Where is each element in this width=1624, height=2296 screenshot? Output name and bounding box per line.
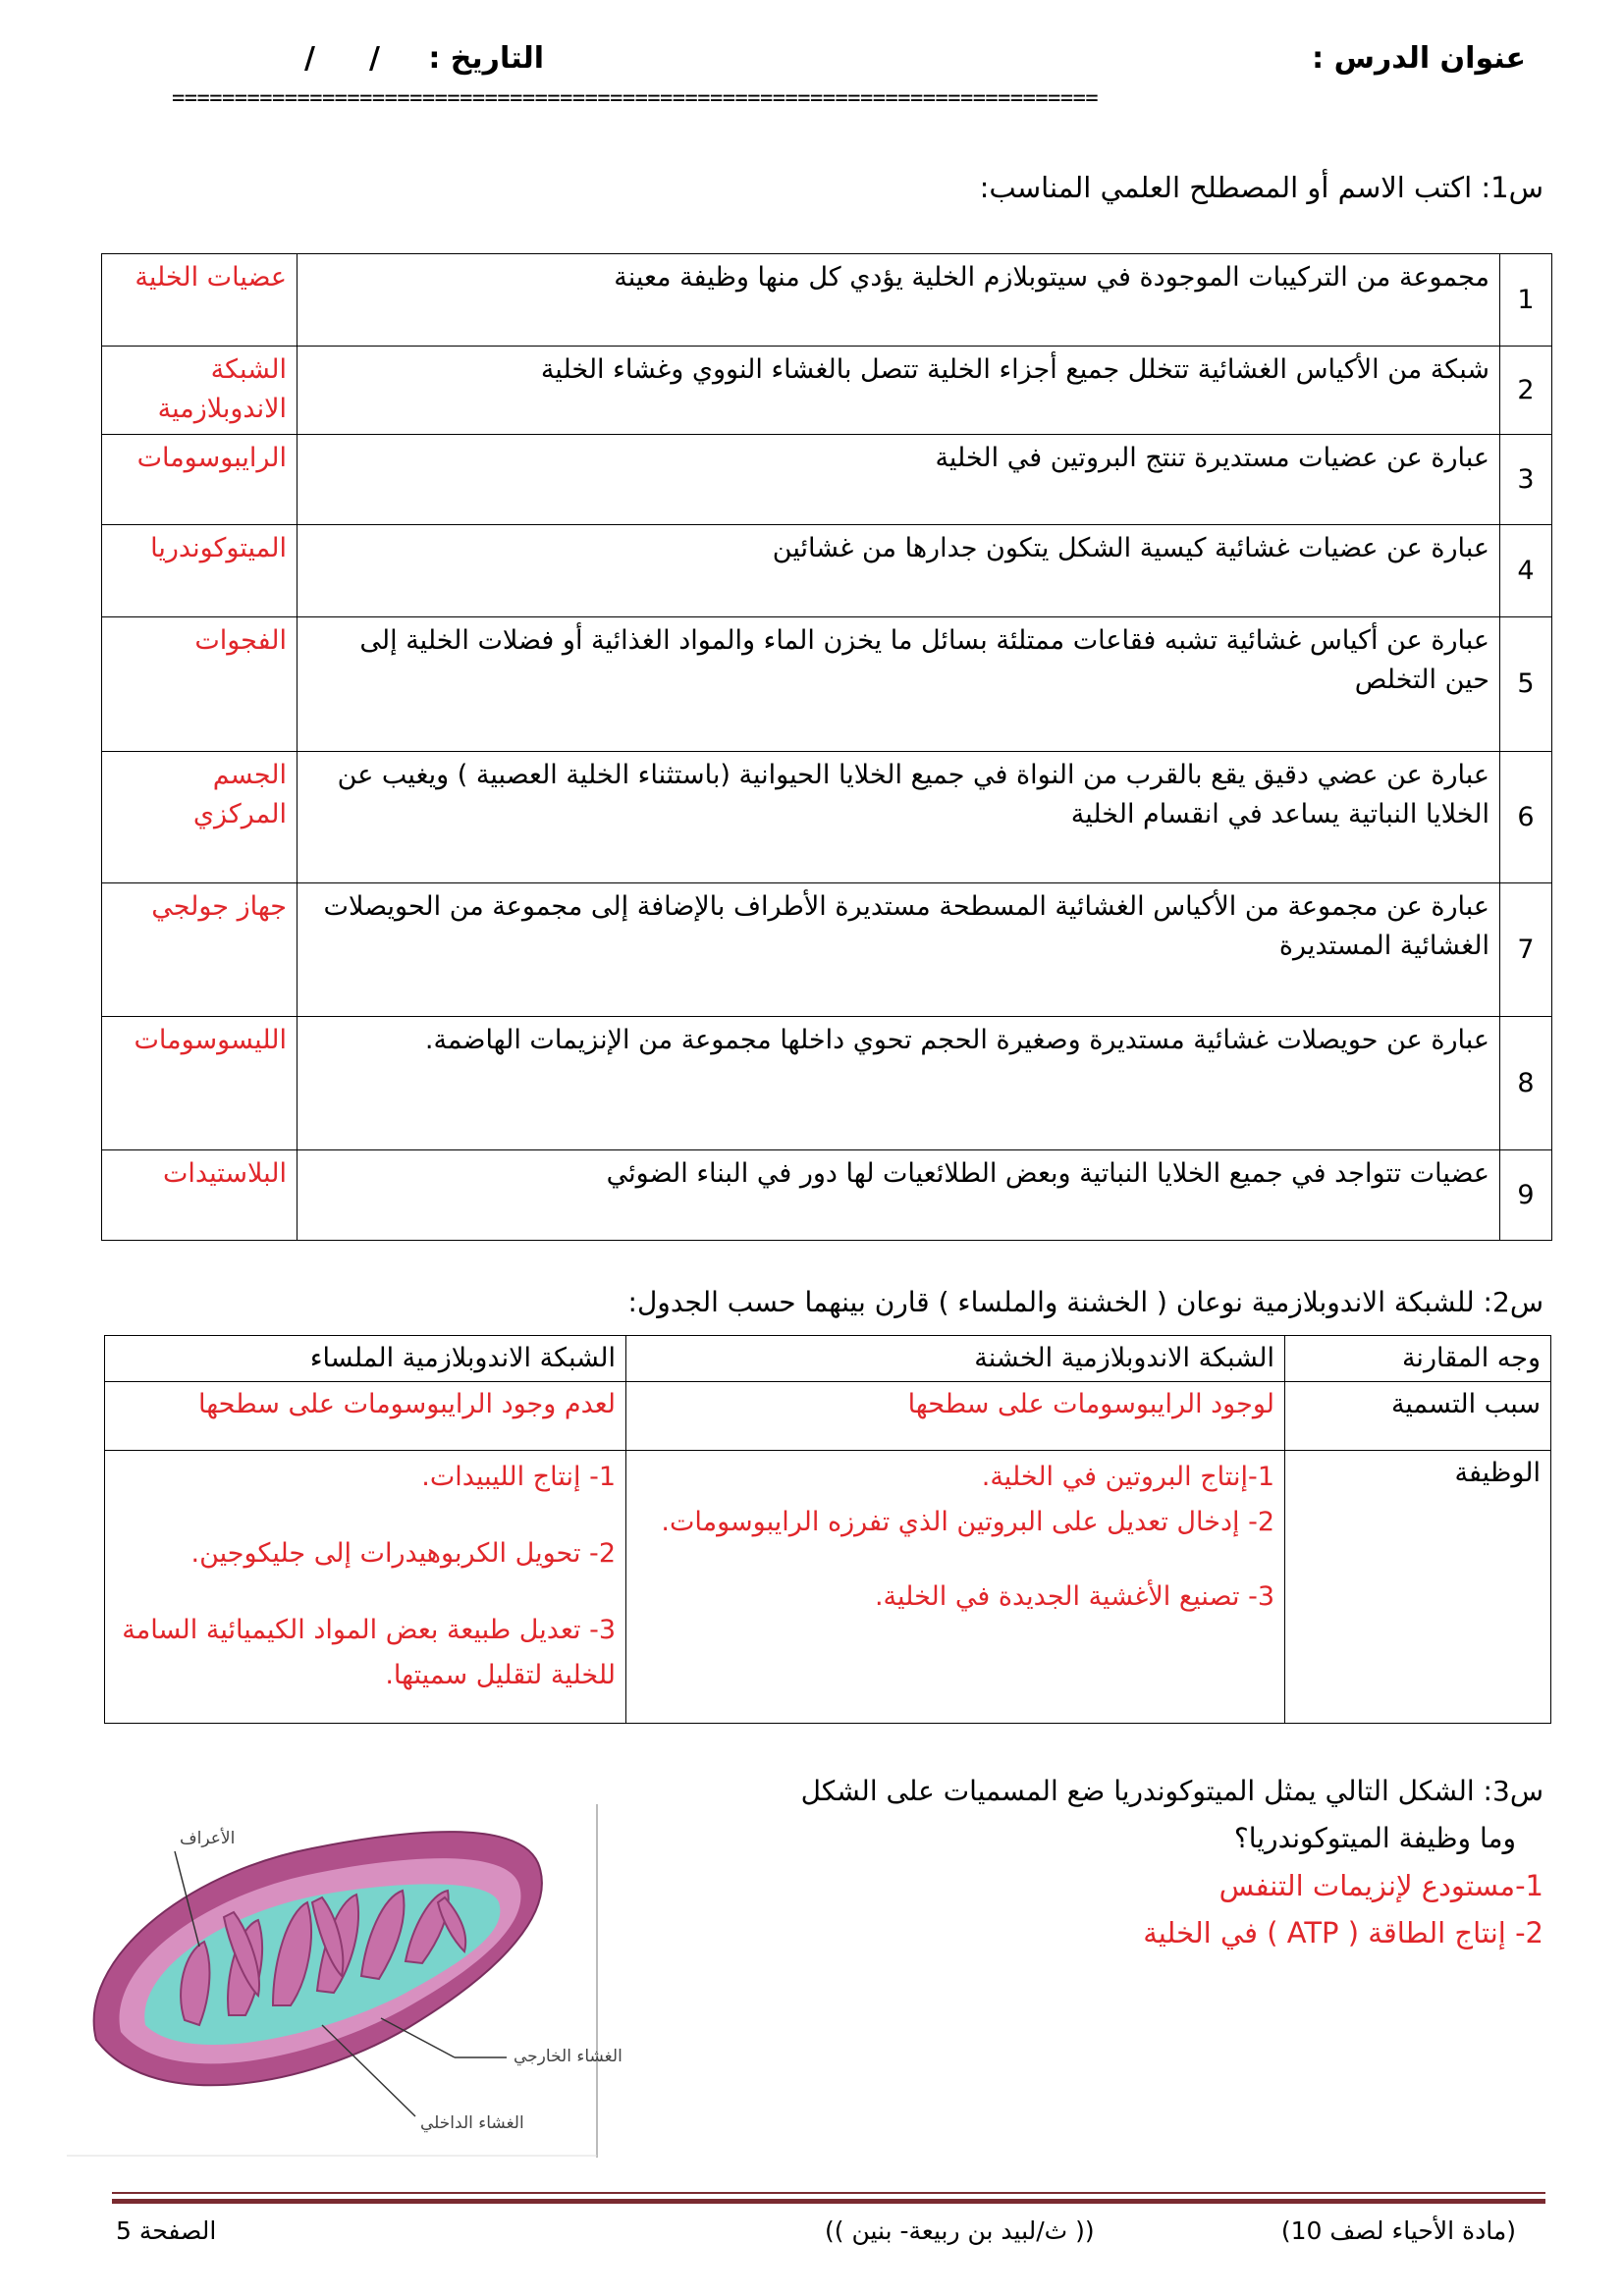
answer-cell: جهاز جولجي [102, 883, 298, 1017]
answer-cell: الميتوكوندريا [102, 525, 298, 617]
header-aspect: وجه المقارنة [1285, 1336, 1551, 1382]
answer-cell: الليسوسومات [102, 1017, 298, 1150]
list-item: 1-إنتاج البروتين في الخلية. [981, 1462, 1274, 1492]
table-row [105, 1451, 1551, 1724]
row-number: 5 [1500, 617, 1552, 752]
row-number: 8 [1500, 1017, 1552, 1150]
q3-question: وما وظيفة الميتوكوندريا؟ [1233, 1822, 1516, 1854]
table-row [102, 525, 1552, 617]
table-row [102, 347, 1552, 435]
naming-smooth: لعدم وجود الرايبوسومات على سطحها [105, 1382, 626, 1451]
table-row [105, 1382, 1551, 1451]
answer-cell: عضيات الخلية [102, 254, 298, 347]
answer-cell: الفجوات [102, 617, 298, 752]
date-slash: / [369, 41, 380, 76]
header-smooth: الشبكة الاندوبلازمية الملساء [105, 1336, 626, 1382]
label-inner-membrane: الغشاء الداخلي [420, 2113, 524, 2133]
table-row [102, 752, 1552, 883]
row-number: 3 [1500, 435, 1552, 525]
row-number: 7 [1500, 883, 1552, 1017]
q3-answer-1: 1-مستودع لإنزيمات التنفس [1218, 1869, 1543, 1902]
table-row [105, 1336, 1551, 1382]
footer-rule [112, 2192, 1545, 2194]
table-row [102, 1150, 1552, 1241]
answer-cell: الجسم المركزي [102, 752, 298, 883]
definition-cell: مجموعة من التركيبات الموجودة في سيتوبلازم الخلية يؤدي كل منها وظيفة معينة [298, 254, 1500, 347]
definition-cell: عضيات تتواجد في جميع الخلايا النباتية وبعض الطلائعيات لها دور في البناء الضوئي [298, 1150, 1500, 1241]
definition-cell: عبارة عن مجموعة من الأكياس الغشائية المسطحة مستديرة الأطراف بالإضافة إلى مجموعة من الحويصلات الغشائية المستديرة [298, 883, 1500, 1017]
footer-subject: (مادة الأحياء لصف 10) [1280, 2216, 1516, 2245]
answer-cell: الرايبوسومات [102, 435, 298, 525]
footer-page-number: الصفحة 5 [116, 2216, 217, 2245]
list-item: 3- تعديل طبيعة بعض المواد الكيميائية السامة للخلية لتقليل سميتها. [122, 1615, 616, 1690]
row-number: 2 [1500, 347, 1552, 435]
naming-label: سبب التسمية [1285, 1382, 1551, 1451]
table-row [102, 254, 1552, 347]
q3-title: س3: الشكل التالي يمثل الميتوكوندريا ضع المسميات على الشكل [800, 1775, 1543, 1807]
label-cristae: الأعراف [180, 1829, 236, 1848]
q1-title: س1: اكتب الاسم أو المصطلح العلمي المناسب: [979, 171, 1543, 204]
definition-cell: عبارة عن عضيات مستديرة تنتج البروتين في الخلية [298, 435, 1500, 525]
footer-rule [112, 2199, 1545, 2204]
row-number: 9 [1500, 1150, 1552, 1241]
answer-cell: الشبكة الاندوبلازمية [102, 347, 298, 435]
q1-table [101, 253, 1552, 1241]
date-label: التاريخ : [428, 41, 544, 76]
q2-comparison-table [104, 1335, 1551, 1724]
function-label: الوظيفة [1285, 1451, 1551, 1724]
answer-cell: البلاستيدات [102, 1150, 298, 1241]
row-number: 1 [1500, 254, 1552, 347]
list-item: 2- تحويل الكربوهيدرات إلى جليكوجين. [190, 1538, 616, 1569]
q3-answer-2: 2- إنتاج الطاقة ( ATP ) في الخلية [1143, 1916, 1543, 1949]
table-row [102, 617, 1552, 752]
header-rough: الشبكة الاندوبلازمية الخشنة [626, 1336, 1285, 1382]
table-row [102, 1017, 1552, 1150]
label-outer-membrane: الغشاء الخارجي [514, 2047, 623, 2066]
function-smooth [105, 1451, 626, 1724]
naming-rough: لوجود الرايبوسومات على سطحها [626, 1382, 1285, 1451]
mitochondrion-diagram [67, 1804, 623, 2158]
definition-cell: عبارة عن حويصلات غشائية مستديرة وصغيرة الحجم تحوي داخلها مجموعة من الإنزيمات الهاضمة. [298, 1017, 1500, 1150]
footer-school: (( ث/لبيد بن ربيعة- بنين )) [825, 2216, 1095, 2245]
table-row [102, 883, 1552, 1017]
list-item: 1- إنتاج الليبيدات. [421, 1462, 616, 1492]
row-number: 4 [1500, 525, 1552, 617]
lesson-title-label: عنوان الدرس : [1312, 41, 1526, 76]
table-row [102, 435, 1552, 525]
list-item: 3- تصنيع الأغشية الجديدة في الخلية. [874, 1581, 1274, 1612]
date-slash: / [304, 41, 315, 76]
row-number: 6 [1500, 752, 1552, 883]
mitochondrion-illustration [67, 1804, 623, 2158]
q2-title: س2: للشبكة الاندوبلازمية نوعان ( الخشنة والملساء ) قارن بينهما حسب الجدول: [627, 1286, 1543, 1318]
header-separator: ========================================================================== [172, 86, 1099, 111]
definition-cell: عبارة عن عضيات غشائية كيسية الشكل يتكون جدارها من غشائين [298, 525, 1500, 617]
function-rough [626, 1451, 1285, 1724]
definition-cell: عبارة عن عضي دقيق يقع بالقرب من النواة في جميع الخلايا الحيوانية (باستثناء الخلية العصبية ) ويغيب عن الخلايا النباتية يساعد في انقسام الخلية [298, 752, 1500, 883]
list-item: 2- إدخال تعديل على البروتين الذي تفرزه الرايبوسومات. [661, 1507, 1274, 1537]
definition-cell: شبكة من الأكياس الغشائية تتخلل جميع أجزاء الخلية تتصل بالغشاء النووي وغشاء الخلية [298, 347, 1500, 435]
definition-cell: عبارة عن أكياس غشائية تشبه فقاعات ممتلئة بسائل ما يخزن الماء والمواد الغذائية أو فضلات الخلية إلى حين التخلص [298, 617, 1500, 752]
